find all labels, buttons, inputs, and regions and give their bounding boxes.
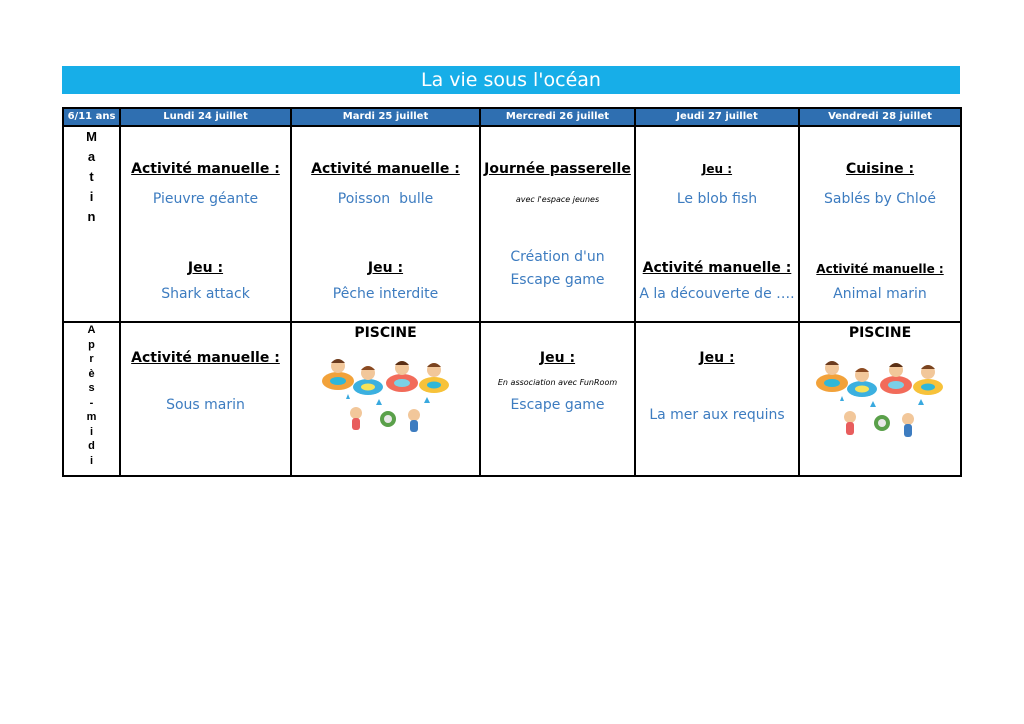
activity-heading: Jeu : [539, 350, 576, 366]
activity-heading: Activité manuelle : [131, 350, 280, 366]
activity-heading: Activité manuelle : [131, 161, 280, 177]
day-header-wednesday: Mercredi 26 juillet [480, 108, 635, 126]
day-header-tuesday: Mardi 25 juillet [291, 108, 480, 126]
activity-heading: Activité manuelle : [642, 260, 792, 276]
activity-heading: Jeu : [701, 162, 733, 176]
label-letter: p [88, 338, 95, 351]
cell-fri-afternoon [799, 322, 961, 476]
label-letter: r [89, 353, 94, 365]
afternoon-row [63, 322, 961, 476]
activity-value: Le blob fish [676, 191, 758, 207]
cell-tue-afternoon [291, 322, 480, 476]
activity-value: Poisson bulle [337, 191, 434, 207]
activity-value: Sablés by Chloé [824, 191, 936, 207]
activity-value: Shark attack [161, 286, 250, 302]
morning-row [63, 126, 961, 322]
day-header-thursday: Jeudi 27 juillet [635, 108, 799, 126]
activity-value: Escape game [510, 397, 605, 413]
piscine-title: PISCINE [848, 325, 912, 341]
label-letter: d [88, 440, 95, 452]
cell-thu-morning [635, 126, 799, 322]
activity-heading: Jeu : [367, 260, 404, 276]
page-title: La vie sous l'océan [62, 66, 960, 94]
cell-mon-afternoon [120, 322, 291, 476]
activity-note: avec l'espace jeunes [515, 195, 600, 204]
label-letter: s [88, 382, 95, 394]
afternoon-label [63, 322, 120, 476]
day-header-monday: Lundi 24 juillet [120, 108, 291, 126]
label-letter: n [87, 209, 96, 224]
cell-thu-afternoon [635, 322, 799, 476]
piscine-title: PISCINE [354, 325, 417, 341]
label-letter: a [87, 149, 96, 164]
activity-value: Pieuvre géante [152, 191, 259, 207]
activity-heading: Journée passerelle [484, 161, 631, 177]
cell-mon-morning [120, 126, 291, 322]
cell-fri-morning [799, 126, 961, 322]
label-letter: è [88, 367, 95, 380]
activity-value: Sous marin [166, 397, 245, 413]
cell-wed-morning [480, 126, 635, 322]
activity-heading: Cuisine : [845, 161, 915, 177]
activity-heading: Activité manuelle : [311, 161, 460, 177]
activity-value: La mer aux requins [649, 407, 785, 423]
schedule-table [62, 107, 962, 477]
label-letter: t [89, 169, 94, 184]
header-row [63, 108, 961, 126]
activity-value: Pêche interdite [332, 286, 439, 302]
label-letter: i [89, 454, 94, 467]
morning-label [63, 126, 120, 322]
label-letter: A [87, 324, 96, 336]
label-letter: m [86, 411, 97, 423]
cell-wed-afternoon [480, 322, 635, 476]
activity-heading: Activité manuelle : [816, 262, 944, 276]
activity-heading: Jeu : [699, 350, 735, 366]
activity-value: Création d'un Escape game [510, 249, 605, 288]
swimming-kids-illustration [810, 349, 950, 449]
cell-tue-morning [291, 126, 480, 322]
swimming-kids-illustration [316, 349, 456, 441]
activity-heading: Jeu : [187, 260, 224, 276]
age-group-header: 6/11 ans [63, 108, 120, 126]
label-letter: i [89, 425, 94, 438]
label-letter: i [89, 189, 94, 204]
label-letter: - [89, 396, 94, 409]
activity-value: Animal marin [833, 286, 927, 302]
activity-value: A la découverte de …. [639, 286, 795, 302]
day-header-friday: Vendredi 28 juillet [799, 108, 961, 126]
label-letter: M [86, 129, 97, 144]
activity-note: En association avec FunRoom [497, 378, 618, 387]
